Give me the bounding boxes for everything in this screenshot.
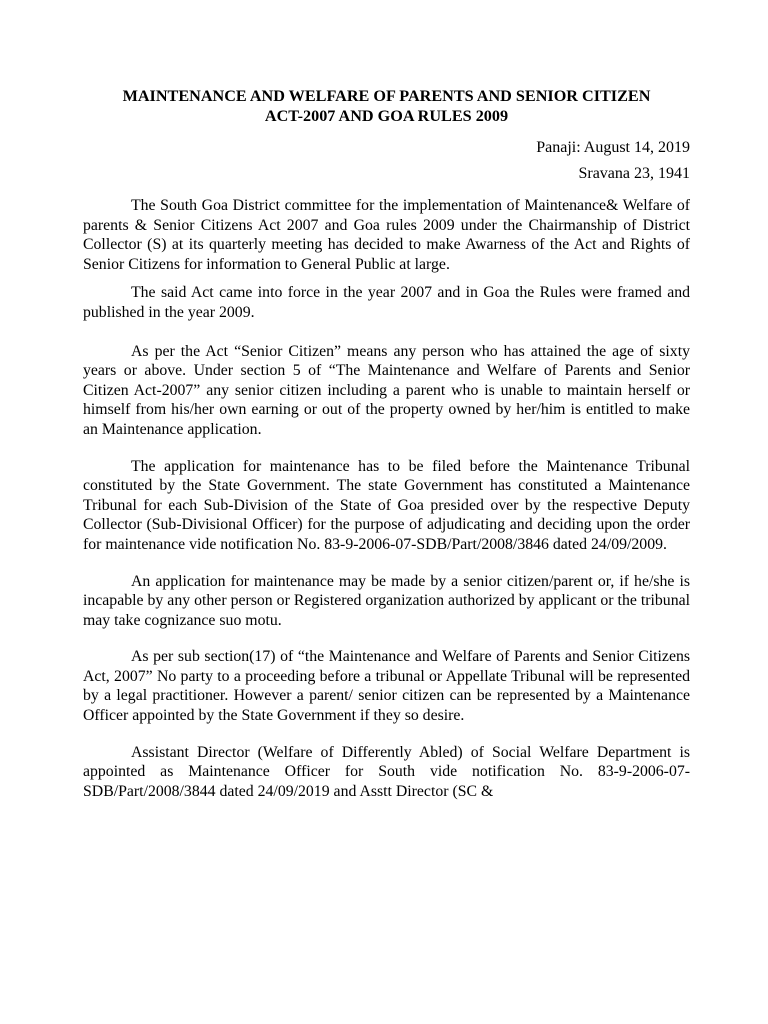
paragraph-maintenance-tribunal: The application for maintenance has to be filed before the Maintenance Tribunal constituted by the State Government. The state Government has constituted a Maintenance Tribunal for each Sub-Division of the State of Goa presided over by the respective Deputy Collector (Sub-Divisional Officer) for the purpose of adjudicating and deciding upon the order for maintenance vide notification No. 83-9-2006-07-SDB/Part/2008/3846 dated 24/09/2009. xyxy=(83,457,690,553)
document-title xyxy=(83,86,690,126)
paragraph-application-filing: An application for maintenance may be made by a senior citizen/parent or, if he/she is incapable by any other person or Registered organization authorized by applicant or the tribunal may take cognizance suo motu. xyxy=(83,572,690,629)
paragraph-maintenance-officer: Assistant Director (Welfare of Differently Abled) of Social Welfare Department is appointed as Maintenance Officer for South vide notification No. 83-9-2006-07-SDB/Part/2008/3844 dated 24/09/2019 and Asstt Director (SC & xyxy=(83,743,690,800)
paragraph-legal-representation: As per sub section(17) of “the Maintenance and Welfare of Parents and Senior Citizens Act, 2007” No party to a proceeding before a tribunal or Appellate Tribunal will be represented by a legal practitioner. However a parent/ senior citizen can be represented by a Maintenance Officer appointed by the State Government if they so desire. xyxy=(83,648,690,725)
title-line-2: ACT-2007 AND GOA RULES 2009 xyxy=(264,107,509,125)
dateline-gregorian: Panaji: August 14, 2019 xyxy=(536,139,690,156)
dateline-saka: Sravana 23, 1941 xyxy=(578,165,690,182)
paragraph-committee-decision: The South Goa District committee for the implementation of Maintenance& Welfare of parents & Senior Citizens Act 2007 and Goa rules 2009 under the Chairmanship of District Collector (S) at its quarterly meeting has decided to make Awarness of the Act and Rights of Senior Citizens for information to General Public at large. xyxy=(83,197,690,273)
title-line-1: MAINTENANCE AND WELFARE OF PARENTS AND SENIOR CITIZEN xyxy=(122,87,651,105)
paragraph-act-commencement: The said Act came into force in the year 2007 and in Goa the Rules were framed and published in the year 2009. xyxy=(83,284,690,321)
paragraph-senior-citizen-definition: As per the Act “Senior Citizen” means any person who has attained the age of sixty years or above. Under section 5 of “The Maintenance and Welfare of Parents and Senior Citizen Act-2007” any senior citizen including a parent who is unable to maintain herself or himself from his/her own earning or out of the property owned by her/him is entitled to make an Maintenance application. xyxy=(83,342,690,438)
